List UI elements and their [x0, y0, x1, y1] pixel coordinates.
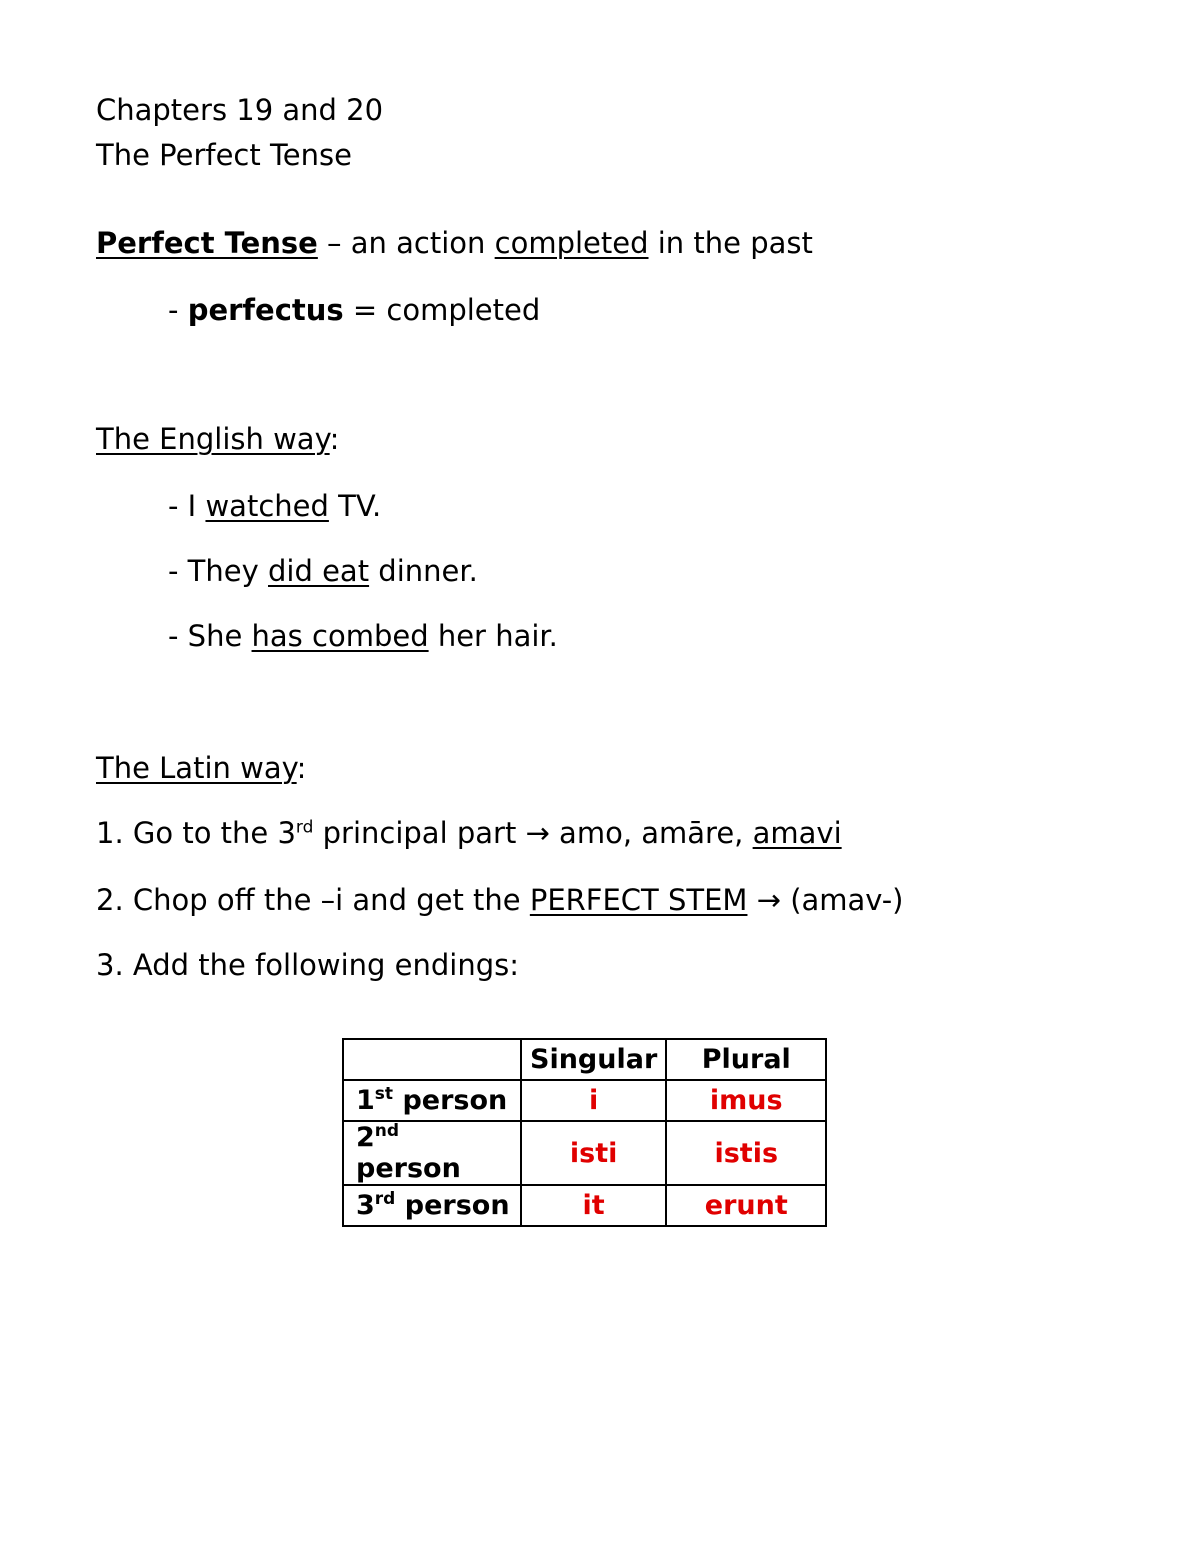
- step1-sup: rd: [295, 817, 314, 838]
- step2-key: PERFECT STEM: [529, 883, 748, 917]
- person-ordinal: rd: [374, 1189, 396, 1209]
- table-header-row: [343, 1039, 826, 1080]
- example-pre: - They: [168, 554, 268, 588]
- english-example: [168, 488, 381, 524]
- step1-key: amavi: [752, 816, 842, 850]
- definition-keyword: completed: [494, 226, 649, 260]
- etymology-prefix: -: [168, 293, 188, 327]
- definition-line: [96, 225, 813, 261]
- table-corner-cell: [343, 1039, 521, 1080]
- definition-rest: in the past: [648, 226, 813, 260]
- example-pre: - I: [168, 489, 206, 523]
- step1-mid: principal part → amo, amāre,: [313, 816, 753, 850]
- english-heading-colon: :: [329, 422, 340, 456]
- person-ordinal: st: [374, 1084, 394, 1104]
- step2-pre: 2. Chop off the –i and get the: [96, 883, 530, 917]
- endings-table: [342, 1038, 827, 1227]
- person-number: 2: [356, 1122, 375, 1153]
- english-example: [168, 553, 478, 589]
- header-plural: Plural: [666, 1039, 826, 1080]
- example-verb: has combed: [251, 619, 429, 653]
- step2-post: → (amav-): [747, 883, 904, 917]
- latin-heading-text: The Latin way: [96, 751, 297, 785]
- example-post: her hair.: [428, 619, 558, 653]
- latin-heading: [96, 750, 306, 786]
- singular-ending: i: [521, 1080, 666, 1121]
- table-row: [343, 1121, 826, 1185]
- latin-step-2: [96, 882, 903, 918]
- person-word: person: [395, 1190, 510, 1221]
- singular-ending: it: [521, 1185, 666, 1226]
- definition-term: Perfect Tense: [96, 226, 318, 260]
- example-pre: - She: [168, 619, 252, 653]
- person-word: person: [356, 1153, 461, 1184]
- latin-step-3: 3. Add the following endings:: [96, 948, 520, 982]
- etymology-line: [168, 292, 540, 328]
- english-heading: [96, 421, 339, 457]
- header-singular: Singular: [521, 1039, 666, 1080]
- example-verb: did eat: [268, 554, 370, 588]
- page-title: The Perfect Tense: [96, 138, 352, 172]
- table-row: [343, 1185, 826, 1226]
- plural-ending: imus: [666, 1080, 826, 1121]
- person-ordinal: nd: [374, 1121, 400, 1141]
- step1-pre: 1. Go to the 3: [96, 816, 296, 850]
- plural-ending: erunt: [666, 1185, 826, 1226]
- singular-ending: isti: [521, 1121, 666, 1185]
- person-label: [343, 1185, 521, 1226]
- latin-step-1: [96, 815, 842, 851]
- etymology-rest: = completed: [343, 293, 541, 327]
- example-post: TV.: [328, 489, 382, 523]
- latin-heading-colon: :: [296, 751, 307, 785]
- english-heading-text: The English way: [96, 422, 330, 456]
- person-number: 3: [356, 1190, 375, 1221]
- etymology-term: perfectus: [187, 293, 344, 327]
- plural-ending: istis: [666, 1121, 826, 1185]
- person-number: 1: [356, 1085, 375, 1116]
- definition-dash: – an action: [317, 226, 495, 260]
- table-row: [343, 1080, 826, 1121]
- person-word: person: [393, 1085, 508, 1116]
- chapter-title: Chapters 19 and 20: [96, 93, 384, 127]
- english-example: [168, 618, 558, 654]
- person-label: [343, 1080, 521, 1121]
- example-verb: watched: [205, 489, 329, 523]
- person-label: [343, 1121, 521, 1185]
- example-post: dinner.: [369, 554, 478, 588]
